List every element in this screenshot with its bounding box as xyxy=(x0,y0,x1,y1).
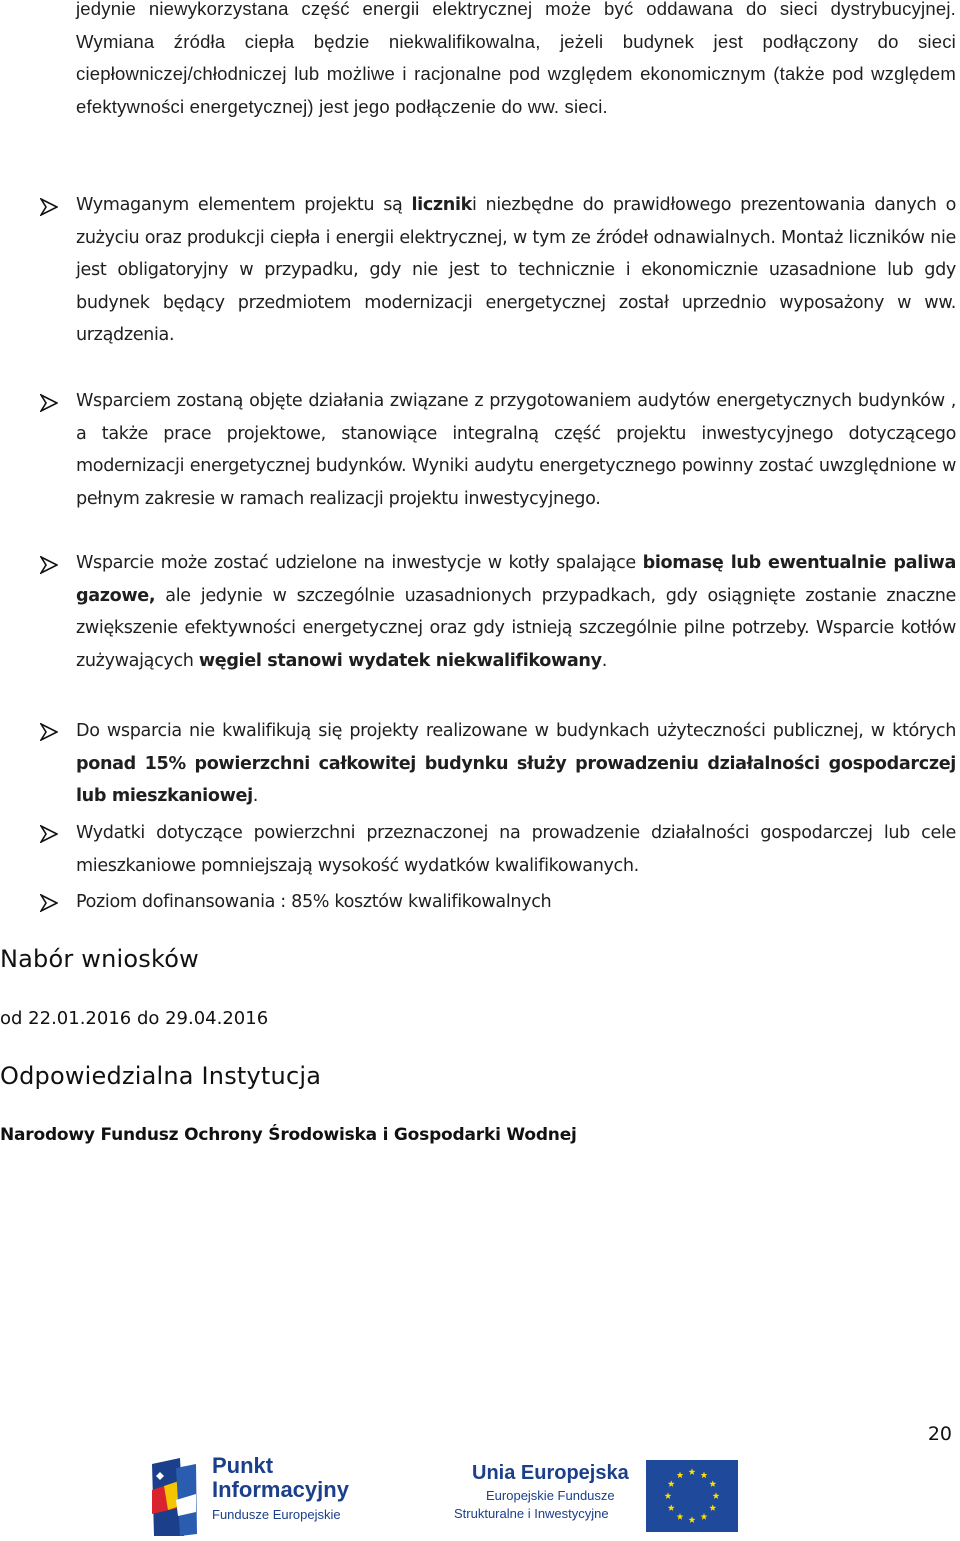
arrowhead-bullet-icon xyxy=(40,394,58,412)
punkt-logo-line3: Fundusze Europejskie xyxy=(212,1507,341,1522)
bullet-text: . xyxy=(252,786,259,807)
bullet-15-procent xyxy=(76,715,956,813)
bullet-text: Wymaganym elementem projektu są xyxy=(76,195,412,215)
bullet-wydatki: Wydatki dotyczące powierzchni przeznaczonej na prowadzenie działalności gospodarczej lub cele mieszkaniowe pomniejszają wysokość wydatków kwalifikowanych. xyxy=(76,823,956,876)
bullet-bold-text: węgiel stanowi wydatek niekwalifikowany xyxy=(198,650,602,671)
bullet-liczniki xyxy=(76,189,956,352)
arrowhead-bullet-icon xyxy=(40,825,58,843)
bullet-bold-text: biomasę lub ewentualnie paliwa gazowe, xyxy=(76,553,956,606)
arrowhead-bullet-icon xyxy=(40,556,58,574)
bullet-text: Wsparcie może zostać udzielone na inwestycje w kotły spalające xyxy=(76,553,643,573)
punkt-logo-line1: Punkt xyxy=(212,1453,274,1478)
bullet-bold-text: ponad 15% powierzchni całkowitej budynku służy prowadzeniu działalności gospodarczej lub mieszkaniowej xyxy=(76,753,956,807)
instytucja-name: Narodowy Fundusz Ochrony Środowiska i Gospodarki Wodnej xyxy=(0,1125,577,1145)
instytucja-heading: Odpowiedzialna Instytucja xyxy=(0,1062,322,1090)
arrowhead-bullet-icon xyxy=(40,723,58,741)
bullet-text: . xyxy=(601,650,607,671)
bullet-text: ale jedynie w szczególnie uzasadnionych przypadkach, gdy osiągnięte zostanie znaczne zwiększenie efektywności energetycznej oraz gdy istnieją szczególnie pilne potrzeby. Wsparcie kotłów zużywających xyxy=(76,585,956,671)
bullet-text: Do wsparcia nie kwalifikują się projekty realizowane w budynkach użyteczności publicznej, w których xyxy=(76,721,956,741)
punkt-informacyjny-emblem-icon xyxy=(150,1456,198,1538)
arrowhead-bullet-icon xyxy=(40,894,58,912)
nabor-heading: Nabór wniosków xyxy=(0,945,199,973)
eu-logo-line2: Europejskie Fundusze xyxy=(486,1488,615,1503)
eu-flag-icon xyxy=(646,1460,738,1532)
punkt-logo-line2: Informacyjny xyxy=(212,1477,349,1502)
bullet-audyty: Wsparciem zostaną objęte działania związane z przygotowaniem audytów energetycznych budynków , a także prace projektowe, stanowiące integralną część projektu inwestycyjnego dotyczącego modernizacji energetycznej budynków. Wyniki audytu energetycznego powinny zostać uwzględnione w pełnym zakresie w ramach realizacji projektu inwestycyjnego. xyxy=(76,391,956,509)
nabor-dates: od 22.01.2016 do 29.04.2016 xyxy=(0,1008,269,1029)
page-number: 20 xyxy=(927,1423,952,1445)
intro-paragraph: jedynie niewykorzystana część energii elektrycznej może być oddawana do sieci dystrybucyjnej. Wymiana źródła ciepła będzie niekwalifikowalna, jeżeli budynek jest podłączony do sieci ciepłowniczej/chłodniczej lub możliwe i racjonalne pod względem ekonomicznym (także pod względem efektywności energetycznej) jest jego podłączenie do ww. sieci. xyxy=(76,0,956,117)
eu-logo-line1: Unia Europejska xyxy=(472,1462,629,1484)
bullet-bold-text: licznik xyxy=(411,195,472,215)
arrowhead-bullet-icon xyxy=(40,198,58,216)
bullet-text: i niezbędne do prawidłowego prezentowania danych o zużyciu oraz produkcji ciepła i energii elektrycznej, w tym ze źródeł odnawialnych. Montaż liczników nie jest obligatoryjny w przypadku, gdy nie jest to technicznie i ekonomicznie uzasadnione lub gdy budynek będący przedmiotem modernizacji energetycznej został uprzednio wyposażony w ww. urządzenia. xyxy=(76,195,956,346)
footer-logos xyxy=(0,1450,960,1541)
bullet-dofinansowanie: Poziom dofinansowania : 85% kosztów kwalifikowalnych xyxy=(76,892,552,912)
bullet-kotly xyxy=(76,547,956,677)
eu-logo-line3: Strukturalne i Inwestycyjne xyxy=(454,1506,609,1521)
